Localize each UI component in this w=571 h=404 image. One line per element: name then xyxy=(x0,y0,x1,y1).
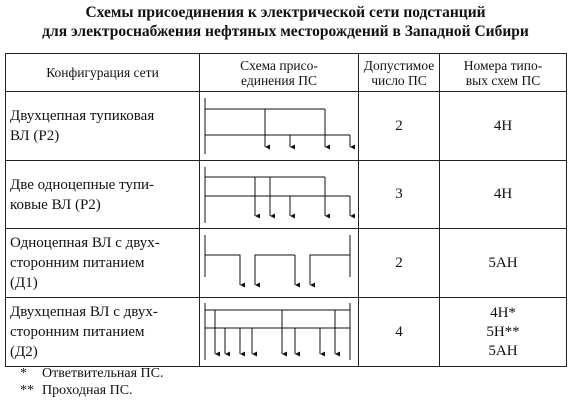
table-row xyxy=(6,92,567,161)
footnotes xyxy=(20,365,164,399)
codes-cell: 4Н xyxy=(440,161,567,229)
scheme-diagram-p2-two-single xyxy=(200,161,359,228)
footnote-2 xyxy=(20,382,164,399)
footnote-1 xyxy=(20,365,164,382)
connection-schemes-table xyxy=(5,53,567,367)
footnote-text: Проходная ПС. xyxy=(42,383,133,398)
header-numbers: Номера типо- вых схем ПС xyxy=(440,54,567,92)
table-row xyxy=(6,161,567,229)
codes-cell: 5АН xyxy=(440,229,567,298)
title-line-1: Схемы присоединения к электрической сети подстанций xyxy=(85,4,486,21)
title-line-2: для электроснабжения нефтяных месторождений в Западной Сибири xyxy=(42,23,529,40)
config-cell: Двухцепная тупиковая ВЛ (Р2) xyxy=(6,92,200,161)
footnote-mark: ** xyxy=(20,383,34,398)
count-cell: 2 xyxy=(359,92,440,161)
scheme-diagram-cell xyxy=(200,92,359,161)
codes-cell: 4Н* 5Н** 5АН xyxy=(440,298,567,367)
table-header-row xyxy=(6,54,567,92)
count-cell: 2 xyxy=(359,229,440,298)
scheme-diagram-cell xyxy=(200,229,359,298)
header-config: Конфигурация сети xyxy=(6,54,200,92)
scheme-diagram-cell xyxy=(200,161,359,229)
footnote-mark: * xyxy=(20,366,27,381)
config-cell: Две одноцепные тупи- ковые ВЛ (Р2) xyxy=(6,161,200,229)
count-cell: 3 xyxy=(359,161,440,229)
document-title xyxy=(0,3,571,41)
scheme-diagram-cell xyxy=(200,298,359,367)
header-count: Допустимое число ПС xyxy=(359,54,440,92)
scheme-diagram-d1 xyxy=(200,229,359,297)
count-cell: 4 xyxy=(359,298,440,367)
config-cell: Двухцепная ВЛ с двух- сторонним питанием (Д2) xyxy=(6,298,200,367)
table-row xyxy=(6,298,567,367)
codes-cell: 4Н xyxy=(440,92,567,161)
config-cell: Одноцепная ВЛ с двух- сторонним питанием (Д1) xyxy=(6,229,200,298)
table-row xyxy=(6,229,567,298)
header-scheme: Схема присо- единения ПС xyxy=(200,54,359,92)
scheme-diagram-d2 xyxy=(200,298,359,366)
scheme-diagram-p2-double xyxy=(200,92,359,160)
footnote-text: Ответвительная ПС. xyxy=(42,366,164,381)
